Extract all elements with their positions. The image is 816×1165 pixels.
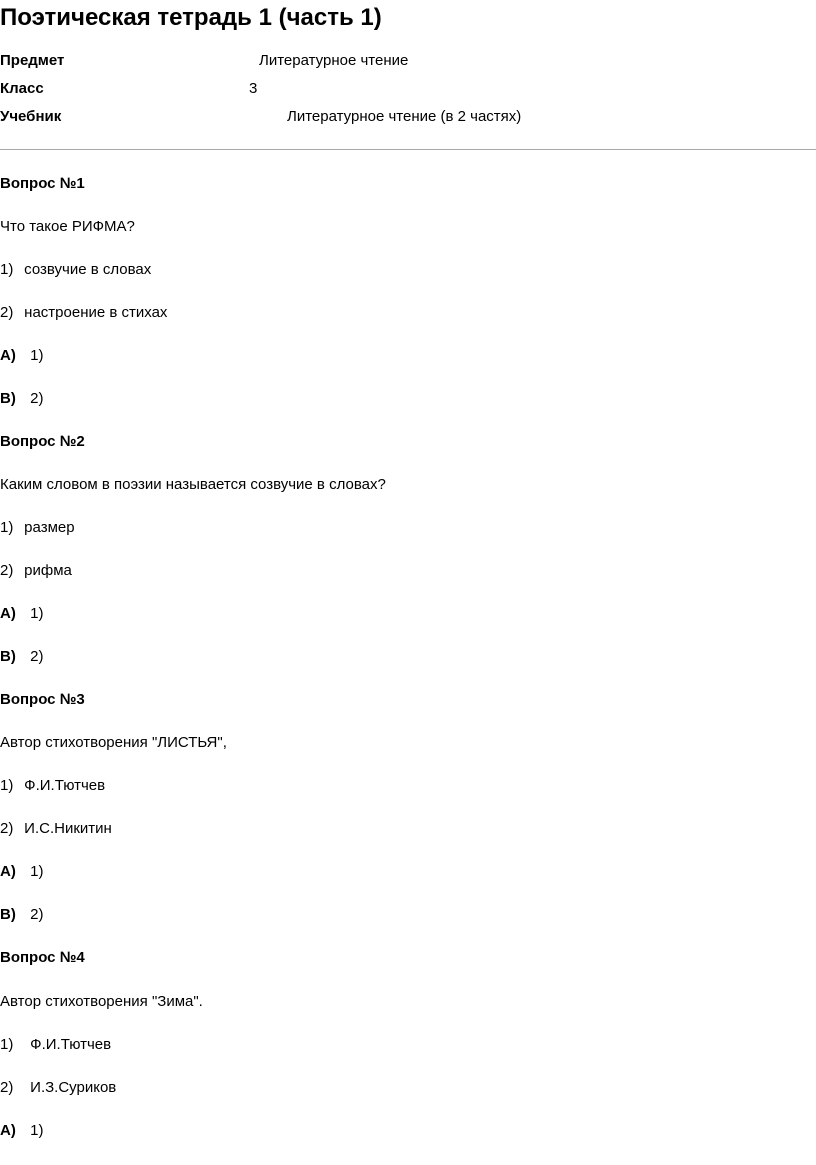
option-number: 2): [0, 820, 14, 837]
question-4-option-2: [0, 1078, 116, 1098]
option-text: рифма: [24, 562, 72, 579]
option-number: 1): [0, 777, 14, 794]
question-3-text: Автор стихотворения "ЛИСТЬЯ",: [0, 734, 227, 751]
option-number: 2): [0, 1079, 14, 1096]
grade-label: Класс: [0, 80, 44, 97]
question-1-answer-a: [0, 346, 44, 366]
question-4-text: Автор стихотворения "Зима".: [0, 993, 203, 1010]
question-3-option-1: [0, 776, 105, 796]
question-1-heading: Вопрос №1: [0, 175, 85, 192]
header-divider: [0, 149, 816, 150]
answer-value: 1): [30, 347, 44, 364]
question-2-option-2: [0, 561, 72, 581]
answer-letter: А): [0, 1122, 16, 1139]
question-4-heading: Вопрос №4: [0, 949, 85, 966]
answer-letter: А): [0, 605, 16, 622]
option-text: Ф.И.Тютчев: [30, 1036, 112, 1053]
document-title: Поэтическая тетрадь 1 (часть 1): [0, 4, 382, 31]
question-3-option-2: [0, 819, 112, 839]
question-4-answer-a: [0, 1121, 44, 1141]
question-2-option-1: [0, 518, 75, 538]
option-text: Ф.И.Тютчев: [24, 777, 106, 794]
option-number: 1): [0, 519, 14, 536]
meta-row-subject: [0, 52, 816, 74]
subject-label: Предмет: [0, 52, 65, 69]
grade-value: 3: [249, 80, 258, 97]
question-1-text: Что такое РИФМА?: [0, 218, 135, 235]
question-2-text: Каким словом в поэзии называется созвучие в словах?: [0, 476, 386, 493]
answer-letter: А): [0, 863, 16, 880]
question-2-answer-b: [0, 647, 44, 667]
option-text: И.З.Суриков: [30, 1079, 117, 1096]
question-3-answer-a: [0, 862, 44, 882]
subject-value: Литературное чтение: [259, 52, 409, 69]
question-1-option-2: [0, 303, 167, 323]
textbook-label: Учебник: [0, 108, 62, 125]
option-number: 2): [0, 304, 14, 321]
answer-value: 1): [30, 863, 44, 880]
question-4-option-1: [0, 1035, 111, 1055]
answer-letter: В): [0, 648, 16, 665]
option-number: 2): [0, 562, 14, 579]
question-1-option-1: [0, 260, 151, 280]
answer-value: 1): [30, 605, 44, 622]
option-text: созвучие в словах: [24, 261, 152, 278]
answer-value: 2): [30, 390, 44, 407]
meta-row-grade: [0, 80, 816, 102]
question-3-answer-b: [0, 905, 44, 925]
textbook-value: Литературное чтение (в 2 частях): [287, 108, 522, 125]
option-text: настроение в стихах: [24, 304, 168, 321]
option-number: 1): [0, 261, 14, 278]
answer-value: 1): [30, 1122, 44, 1139]
answer-value: 2): [30, 648, 44, 665]
answer-letter: А): [0, 347, 16, 364]
answer-letter: В): [0, 390, 16, 407]
question-1-answer-b: [0, 389, 44, 409]
question-2-answer-a: [0, 604, 44, 624]
answer-letter: В): [0, 906, 16, 923]
answer-value: 2): [30, 906, 44, 923]
meta-row-textbook: [0, 108, 816, 130]
question-2-heading: Вопрос №2: [0, 433, 85, 450]
option-text: И.С.Никитин: [24, 820, 112, 837]
option-text: размер: [24, 519, 75, 536]
option-number: 1): [0, 1036, 14, 1053]
question-3-heading: Вопрос №3: [0, 691, 85, 708]
